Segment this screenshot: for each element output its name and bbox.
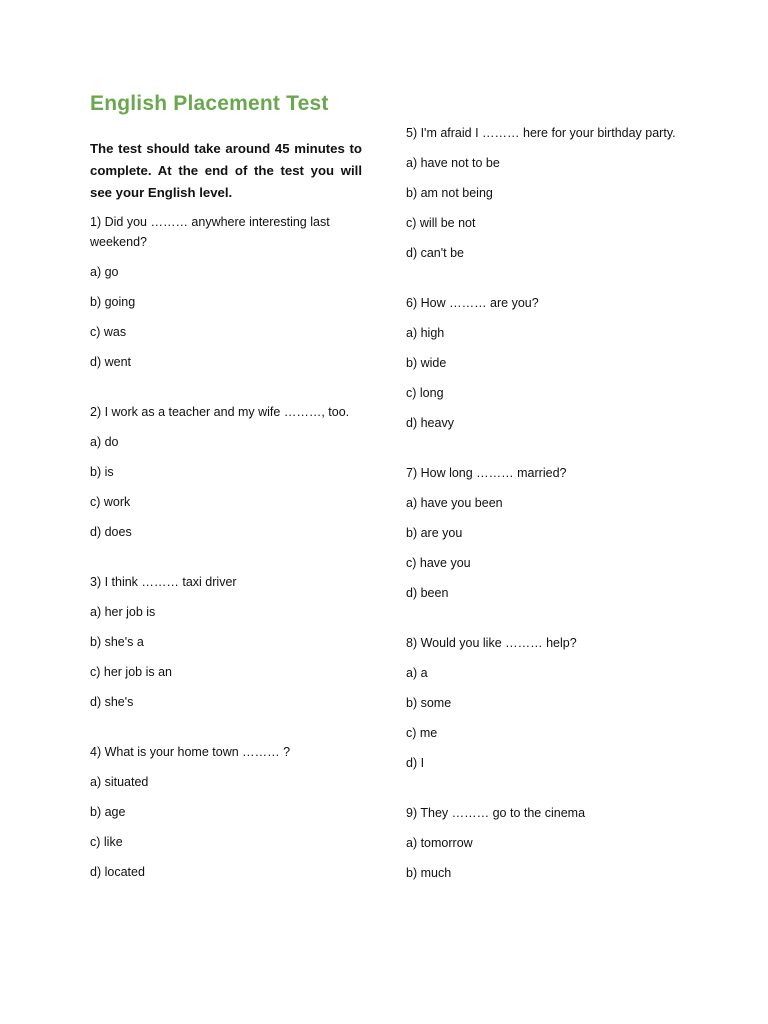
- answer-option: d) I: [406, 756, 425, 770]
- answer-option: a) situated: [90, 775, 149, 789]
- question-block: [406, 463, 726, 603]
- question-block: [406, 293, 726, 433]
- answer-option: a) a: [406, 666, 428, 680]
- question-block: [406, 123, 726, 263]
- answer-option: d) located: [90, 865, 145, 879]
- question-text: 9) They ……… go to the cinema: [406, 806, 586, 820]
- answer-option: c) have you: [406, 556, 471, 570]
- question-text: 8) Would you like ……… help?: [406, 636, 577, 650]
- answer-option: d) heavy: [406, 416, 454, 430]
- page-title: English Placement Test: [90, 92, 329, 115]
- answer-option: b) wide: [406, 356, 447, 370]
- question-text: 4) What is your home town ……… ?: [90, 745, 291, 759]
- question-text: 3) I think ……… taxi driver: [90, 575, 237, 589]
- question-block: [90, 742, 380, 882]
- answer-option: b) some: [406, 696, 452, 710]
- answer-option: a) have you been: [406, 496, 503, 510]
- answer-option: d) she's: [90, 695, 134, 709]
- answer-option: c) her job is an: [90, 665, 172, 679]
- question-text: 1) Did you ……… anywhere interesting last weekend?: [90, 215, 330, 249]
- answer-option: c) like: [90, 835, 123, 849]
- question-block: [406, 803, 726, 883]
- answer-option: b) much: [406, 866, 452, 880]
- answer-option: a) have not to be: [406, 156, 500, 170]
- answer-option: d) went: [90, 355, 131, 369]
- question-block: [90, 402, 380, 542]
- left-column: [90, 212, 380, 912]
- answer-option: b) are you: [406, 526, 463, 540]
- answer-option: b) going: [90, 295, 136, 309]
- answer-option: c) long: [406, 386, 444, 400]
- answer-option: c) me: [406, 726, 438, 740]
- answer-option: d) been: [406, 586, 449, 600]
- answer-option: a) high: [406, 326, 445, 340]
- answer-option: b) am not being: [406, 186, 493, 200]
- question-text: 7) How long ……… married?: [406, 466, 567, 480]
- question-block: [406, 633, 726, 773]
- answer-option: b) she's a: [90, 635, 144, 649]
- answer-option: c) was: [90, 325, 127, 339]
- question-block: [90, 212, 380, 372]
- answer-option: c) work: [90, 495, 131, 509]
- right-column: [406, 123, 726, 913]
- answer-option: b) is: [90, 465, 114, 479]
- answer-option: d) can't be: [406, 246, 464, 260]
- answer-option: a) tomorrow: [406, 836, 473, 850]
- answer-option: a) go: [90, 265, 119, 279]
- answer-option: c) will be not: [406, 216, 476, 230]
- question-text: 2) I work as a teacher and my wife ………, too.: [90, 405, 350, 419]
- question-text: 5) I'm afraid I ……… here for your birthday party.: [406, 126, 676, 140]
- question-block: [90, 572, 380, 712]
- answer-option: a) do: [90, 435, 119, 449]
- intro-text: The test should take around 45 minutes to complete. At the end of the test you will see your English level.: [90, 141, 362, 200]
- answer-option: b) age: [90, 805, 126, 819]
- answer-option: d) does: [90, 525, 132, 539]
- answer-option: a) her job is: [90, 605, 156, 619]
- question-text: 6) How ……… are you?: [406, 296, 539, 310]
